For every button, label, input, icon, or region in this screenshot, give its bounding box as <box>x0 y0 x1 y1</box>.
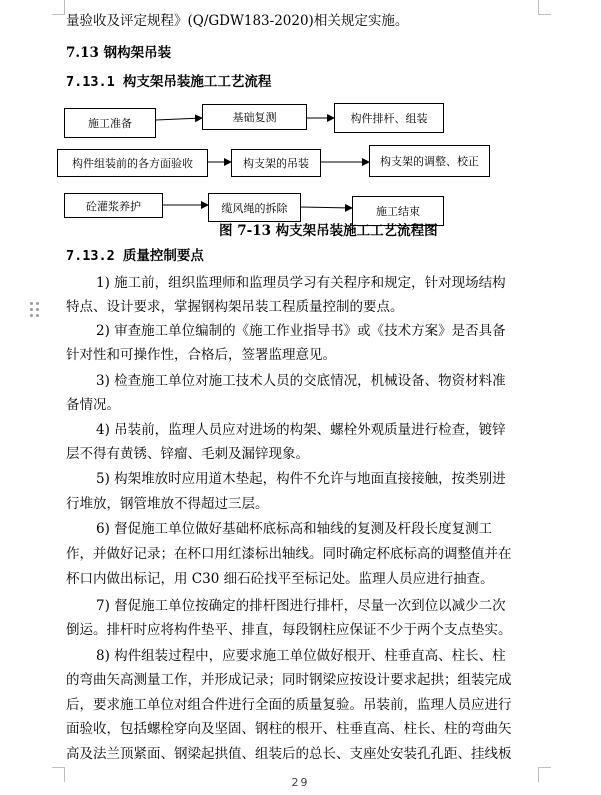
subsection-heading-1: 7.13.1 构支架吊装施工工艺流程 <box>66 74 272 90</box>
body-line: 杯口内做出标记，用 C30 细石砼找平至标记处。监理人员应进行抽查。 <box>66 571 494 587</box>
page-number: 29 <box>291 776 310 789</box>
flow-step-pre-assembly-inspection: 构件组装前的各方面验收 <box>57 149 208 177</box>
flow-step-arrange-assemble: 构件排杆、组装 <box>334 103 444 133</box>
body-line: 针对性和可操作性，合格后，签署监理意见。 <box>66 347 336 363</box>
body-line: 7) 督促施工单位按确定的排杆图进行排杆，尽量一次到位以减少二次 <box>96 598 506 614</box>
body-line: 作，并做好记录；在杯口用红漆标出轴线。同时确定杯底标高的调整值并在 <box>66 546 512 562</box>
body-line: 的弯曲矢高测量工作，并形成记录；同时钢梁应按设计要求起拱；组装完成 <box>66 672 512 688</box>
flow-step-completion: 施工结束 <box>352 196 444 226</box>
body-line: 6) 督促施工单位做好基础杯底标高和轴线的复测及杆段长度复测工 <box>96 521 493 537</box>
body-line: 面验收，包括螺栓穿向及坚固、钢柱的根开、柱垂直高、柱长、柱的弯曲矢 <box>66 721 512 737</box>
flow-step-remove-guy-ropes: 缆风绳的拆除 <box>208 193 301 222</box>
body-line: 备情况。 <box>66 397 120 413</box>
flow-step-grout-curing: 砼灌浆养护 <box>64 193 163 218</box>
body-line: 2) 审查施工单位编制的《施工作业指导书》或《技术方案》是否具备 <box>96 323 506 339</box>
flow-step-foundation-retest: 基础复测 <box>202 104 307 130</box>
flow-step-preparation: 施工准备 <box>64 108 156 138</box>
intro-line: 量验收及评定规程》(Q/GDW183-2020)相关规定实施。 <box>66 13 409 29</box>
body-line: 层不得有黄锈、锌瘤、毛刺及漏锌现象。 <box>66 446 309 462</box>
body-line: 行堆放，钢管堆放不得超过三层。 <box>66 496 269 512</box>
body-line: 倒运。排杆时应将构件垫平、排直，每段钢柱应保证不少于两个支点垫实。 <box>66 622 512 638</box>
flow-step-adjust-correct: 构支架的调整、校正 <box>369 145 490 177</box>
flow-step-hoisting: 构支架的吊装 <box>231 149 321 177</box>
figure-caption: 图 7-13 构支架吊装施工工艺流程图 <box>219 223 438 239</box>
arrow-1-2 <box>156 118 202 120</box>
body-line: 3) 检查施工单位对施工技术人员的交底情况，机械设备、物资材料准 <box>96 373 506 389</box>
body-line: 8) 构件组装过程中，应要求施工单位做好根开、柱垂直高、柱长、柱 <box>96 648 506 664</box>
drag-handle-icon[interactable] <box>30 302 40 318</box>
body-line: 4) 吊装前，监理人员应对进场的构架、螺栓外观质量进行检查，镀锌 <box>96 422 506 438</box>
subsection-heading-2: 7.13.2 质量控制要点 <box>66 248 204 264</box>
body-line: 1) 施工前，组织监理师和监理员学习有关程序和规定，针对现场结构 <box>96 275 506 291</box>
body-line: 高及法兰顶紧面、钢梁起拱值、组装后的总长、支座处安装孔孔距、挂线板 <box>66 746 512 762</box>
body-line: 后，要求施工单位对组合件进行全面的质量复验。吊装前，监理人员应进行 <box>66 697 512 713</box>
body-line: 5) 构架堆放时应用道木垫起，构件不允许与地面直接接触，按类别进 <box>96 471 506 487</box>
body-line: 特点、设计要求，掌握钢构架吊装工程质量控制的要点。 <box>66 299 404 315</box>
crop-mark-top-right <box>538 0 551 15</box>
crop-mark-top-left <box>52 0 65 15</box>
arrow-8-9 <box>301 207 352 208</box>
section-heading: 7.13 钢构架吊装 <box>66 45 172 61</box>
